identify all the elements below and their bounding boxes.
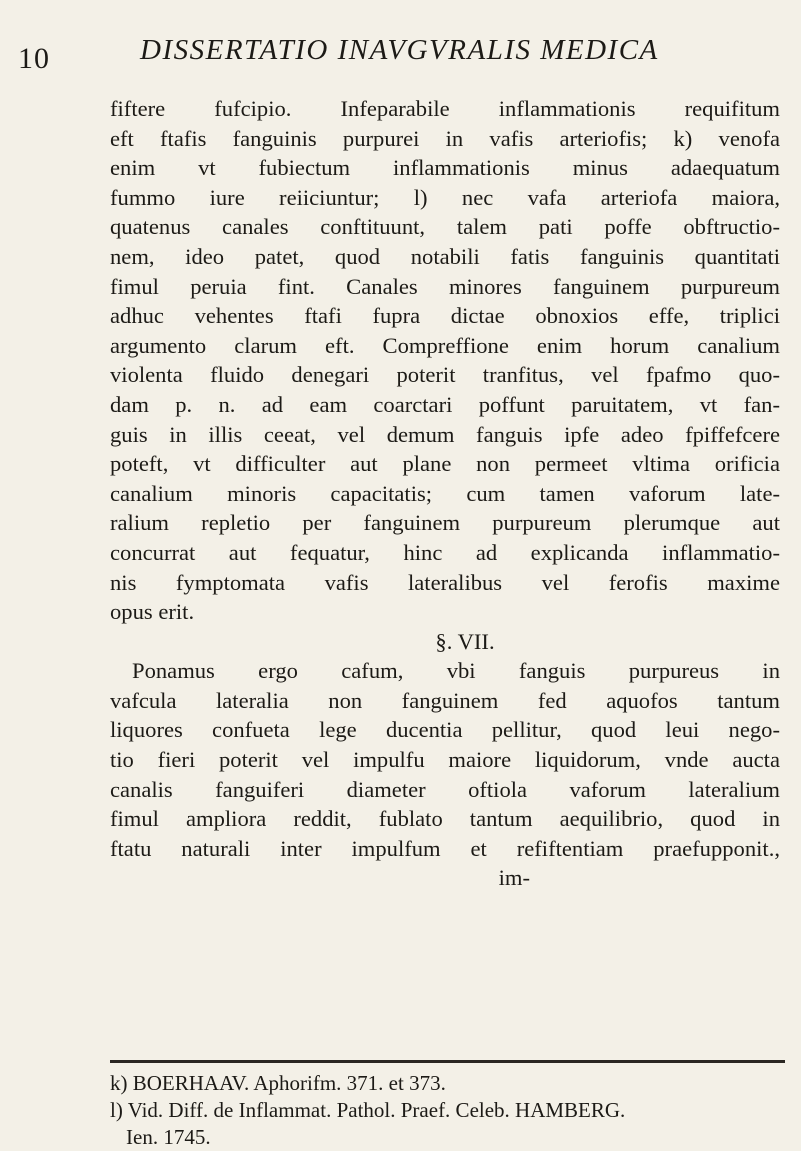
footnote-rule (110, 1060, 785, 1063)
text-line: fiftere fufcipio. Infeparabile inflammationis requifitum (110, 96, 780, 121)
text-line: enim vt fubiectum inflammationis minus adaequatum (110, 155, 780, 181)
text-line: violenta fluido denegari poterit tranfitus, vel fpafmo quo- (110, 362, 780, 388)
text-line: liquores confueta lege ducentia pellitur, quod leui nego- (110, 717, 780, 743)
footnote-k: k) BOERHAAV. Aphorifm. 371. et 373. (110, 1071, 446, 1095)
text-line: adhuc vehentes ftafi fupra dictae obnoxios effe, triplici (110, 303, 780, 329)
text-line: poteft, vt difficulter aut plane non permeet vltima orificia (110, 451, 780, 477)
text-line: opus erit. (110, 599, 195, 625)
footnotes (110, 1070, 790, 1151)
text-line: ftatu naturali inter impulfum et refiftentiam praefupponit., (110, 835, 780, 861)
page-number: 10 (18, 42, 50, 75)
paragraph-2 (110, 656, 780, 893)
text-line: eft ftafis fanguinis purpurei in vafis arteriofis; k) venofa (110, 125, 780, 151)
text-line: nis fymptomata vafis lateralibus vel ferofis maxime (110, 569, 780, 595)
text-line: Ponamus ergo cafum, vbi fanguis purpureus in (132, 658, 780, 684)
text-line: guis in illis ceeat, vel demum fanguis ipfe adeo fpiffefcere (110, 421, 780, 447)
text-line: argumento clarum eft. Compreffione enim horum canalium (110, 332, 780, 358)
text-line: fummo iure reiiciuntur; l) nec vafa arteriofa maiora, (110, 184, 780, 210)
section-heading: §. VII. (435, 628, 495, 654)
text-line: fimul ampliora reddit, fublato tantum aequilibrio, quod in (110, 806, 780, 832)
running-head (0, 30, 801, 80)
catchword: im- (498, 865, 530, 891)
body-text (110, 94, 780, 893)
text-line: dam p. n. ad eam coarctari poffunt paruitatem, vt fan- (110, 391, 780, 417)
text-line: tio fieri poterit vel impulfu maiore liquidorum, vnde aucta (110, 747, 780, 773)
text-line: concurrat aut fequatur, hinc ad explicanda inflammatio- (110, 539, 780, 565)
text-line: nem, ideo patet, quod notabili fatis fanguinis quantitati (110, 243, 780, 269)
footnote-l-continued: Ien. 1745. (126, 1125, 211, 1149)
text-line: fimul peruia fint. Canales minores fanguinem purpureum (110, 273, 780, 299)
paragraph-1 (110, 94, 780, 627)
text-line: vafcula lateralia non fanguinem fed aquofos tantum (110, 687, 780, 713)
running-title: DISSERTATIO INAVGVRALIS MEDICA (140, 34, 659, 66)
footnote-l: l) Vid. Diff. de Inflammat. Pathol. Praef. Celeb. HAMBERG. (110, 1098, 626, 1122)
text-line: quatenus canales conftituunt, talem pati poffe obftructio- (110, 214, 780, 240)
text-line: ralium repletio per fanguinem purpureum plerumque aut (110, 510, 780, 536)
text-line: canalium minoris capacitatis; cum tamen vaforum late- (110, 480, 780, 506)
text-line: canalis fanguiferi diameter oftiola vaforum lateralium (110, 776, 780, 802)
